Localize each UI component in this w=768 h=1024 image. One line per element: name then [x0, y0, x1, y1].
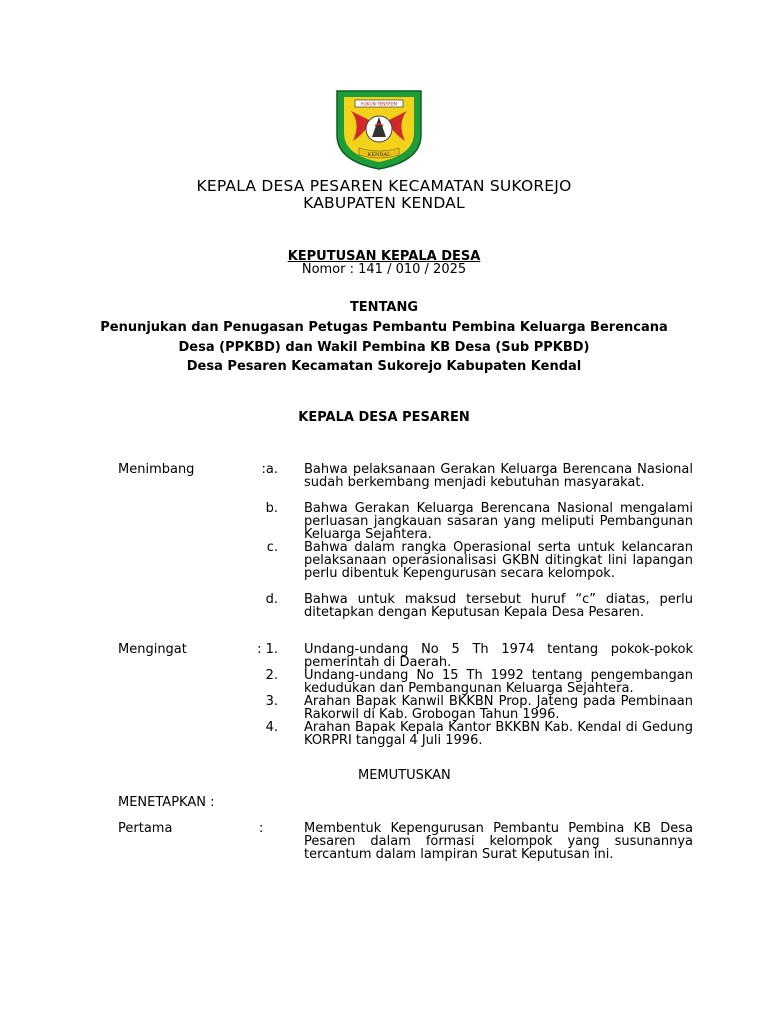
- menetapkan-label: MENETAPKAN :: [118, 795, 215, 810]
- menimbang-marker-c: c.: [266, 540, 278, 555]
- kendal-regency-logo: [331, 85, 427, 171]
- menimbang-item-a: Bahwa pelaksanaan Gerakan Keluarga Berencana Nasional sudah berkembang menjadi kebutuhan masyarakat.: [304, 462, 693, 490]
- memutuskan-heading: MEMUTUSKAN: [358, 768, 451, 783]
- tentang-heading: TENTANG: [349, 300, 419, 315]
- svg-text:KENDAL: KENDAL: [367, 152, 391, 158]
- mengingat-marker-4: 4.: [265, 720, 278, 735]
- svg-text:RUKUN TENTREM: RUKUN TENTREM: [360, 101, 398, 107]
- subject-line-3: Desa Pesaren Kecamatan Sukorejo Kabupaten Kendal: [186, 359, 582, 374]
- menimbang-item-b: Bahwa Gerakan Keluarga Berencana Nasional mengalami perluasan jangkauan sasaran yang meliputi Pembangunan Keluarga Sejahtera.: [304, 501, 693, 542]
- mengingat-marker-1: : 1.: [257, 642, 278, 657]
- menimbang-item-d: Bahwa untuk maksud tersebut huruf “c” diatas, perlu ditetapkan dengan Keputusan Kepala Desa Pesaren.: [304, 592, 693, 620]
- mengingat-item-2: Undang-undang No 15 Th 1992 tentang pengembangan kedudukan dan Pembangunan Keluarga Sejahtera.: [304, 668, 693, 696]
- menimbang-label: Menimbang: [118, 462, 195, 477]
- pertama-label: Pertama: [118, 821, 173, 836]
- mengingat-item-1: Undang-undang No 5 Th 1974 tentang pokok-pokok pemerintah di Daerah.: [304, 642, 693, 670]
- menimbang-marker-a: :a.: [261, 462, 278, 477]
- subject-line-1: Penunjukan dan Penugasan Petugas Pembantu Pembina Keluarga Berencana: [100, 320, 668, 335]
- mengingat-marker-3: 3.: [265, 694, 278, 709]
- mengingat-item-4: Arahan Bapak Kepala Kantor BKKBN Kab. Kendal di Gedung KORPRI tanggal 4 Juli 1996.: [304, 720, 693, 748]
- decree-title: KEPUTUSAN KEPALA DESA: [287, 249, 481, 264]
- menimbang-item-c: Bahwa dalam rangka Operasional serta untuk kelancaran pelaksanaan operasionalisasi GKBN ditingkat lini lapangan perlu dibentuk Kepengurusan secara kelompok.: [304, 540, 693, 581]
- mengingat-marker-2: 2.: [265, 668, 278, 683]
- menimbang-marker-b: b.: [265, 501, 278, 516]
- authority-heading: KEPALA DESA PESAREN: [298, 410, 470, 425]
- pertama-text: Membentuk Kepengurusan Pembantu Pembina KB Desa Pesaren dalam formasi kelompok yang susunannya tercantum dalam lampiran Surat Keputusan ini.: [304, 821, 693, 862]
- mengingat-label: Mengingat: [118, 642, 187, 657]
- subject-line-2: Desa (PPKBD) dan Wakil Pembina KB Desa (Sub PPKBD): [178, 340, 590, 355]
- header-line-1: KEPALA DESA PESAREN KECAMATAN SUKOREJO: [196, 177, 572, 195]
- menimbang-marker-d: d.: [265, 592, 278, 607]
- mengingat-item-3: Arahan Bapak Kanwil BKKBN Prop. Jateng pada Pembinaan Rakorwil di Kab. Grobogan Tahun 1996.: [304, 694, 693, 722]
- decree-number: Nomor : 141 / 010 / 2025: [301, 262, 467, 277]
- header-line-2: KABUPATEN KENDAL: [303, 194, 465, 212]
- pertama-marker: :: [259, 821, 264, 836]
